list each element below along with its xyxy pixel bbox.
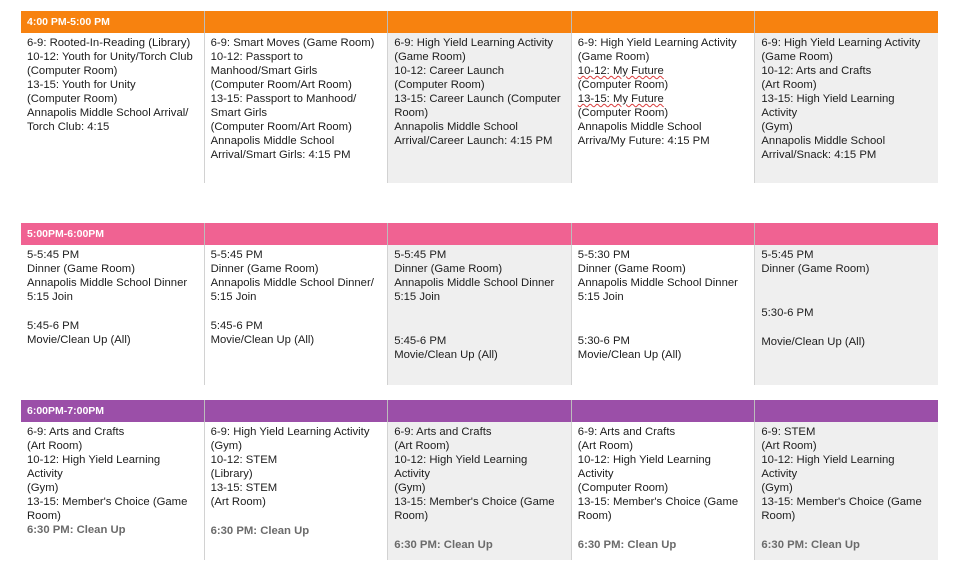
schedule-line: 6-9: High Yield Learning Activity (Game Room) [761,37,921,63]
day-column-2 [205,33,389,183]
cleanup-label: 6:30 PM: Clean Up [394,539,493,551]
schedule-line: 6-9: Arts and Crafts [577,426,676,438]
schedule-line: Annapolis Middle School Dinner/ 5:15 Join [210,277,374,303]
day-column-3 [388,245,572,385]
schedule-line: (Art Room) [761,440,817,452]
schedule-line: Annapolis Middle School Arrival/Smart Girls: 4:15 PM [210,135,351,161]
schedule-line: (Computer Room) [27,93,118,105]
schedule-line: 10-12: Career Launch [394,65,505,77]
time-header-bar [21,223,938,245]
schedule-line: 13-15: Youth for Unity [27,79,136,91]
schedule-line: (Gym) [761,121,793,133]
schedule-line: Movie/Clean Up (All) [577,349,682,361]
schedule-line: 5:45-6 PM [394,335,447,347]
schedule-line: Dinner (Game Room) [394,263,503,275]
day-column-5 [755,245,938,385]
day-column-5 [755,33,938,183]
schedule-line: Dinner (Game Room) [210,263,319,275]
schedule-line: Dinner (Game Room) [761,263,870,275]
schedule-block-6pm [21,400,938,560]
schedule-line: 6-9: High Yield Learning Activity [210,426,370,438]
schedule-line: 6-9: Arts and Crafts [27,426,125,438]
cleanup-label: 6:30 PM: Clean Up [210,525,310,537]
schedule-line: 10-12: My Future [577,65,664,77]
time-header-label: 5:00PM-6:00PM [21,223,205,245]
schedule-line: 13-15: Passport to Manhood/ Smart Girls [210,93,357,119]
schedule-line: 13-15: Member's Choice (Game Room) [761,496,922,522]
schedule-line: 5:45-6 PM [210,320,263,332]
schedule-line: 13-15: Member's Choice (Game Room) [577,496,739,522]
schedule-line: 6-9: High Yield Learning Activity (Game Room) [394,37,554,63]
schedule-line: (Gym) [210,440,242,452]
time-header-label: 4:00 PM-5:00 PM [21,11,205,33]
day-column-1 [21,33,205,183]
schedule-block-4pm [21,11,938,183]
schedule-line: 5:30-6 PM [761,307,814,319]
schedule-line: Movie/Clean Up (All) [761,336,865,348]
day-column-1 [21,245,205,385]
schedule-line: 5-5:45 PM [27,249,80,261]
schedule-line: (Library) [210,468,253,480]
schedule-line: 6-9: Arts and Crafts [394,426,492,438]
time-header-label: 6:00PM-7:00PM [21,400,205,422]
schedule-line: (Art Room) [27,440,83,452]
schedule-line: (Computer Room) [577,107,669,119]
schedule-line: 10-12: High Yield Learning Activity [394,454,528,480]
schedule-line: 10-12: Arts and Crafts [761,65,872,77]
schedule-line: (Computer Room/Art Room) [210,121,352,133]
schedule-line: (Computer Room) [577,482,669,494]
cleanup-label: 6:30 PM: Clean Up [761,539,860,551]
schedule-line: Annapolis Middle School Dinner 5:15 Join [27,277,188,303]
day-column-4 [572,33,756,183]
schedule-line: Annapolis Middle School Arrival/ Torch Club: 4:15 [27,107,189,133]
schedule-line: 13-15: Member's Choice (Game Room) [27,496,188,522]
day-column-3 [388,33,572,183]
schedule-line: 5-5:45 PM [394,249,447,261]
schedule-line: (Gym) [394,482,426,494]
schedule-line: 13-15: STEM [210,482,278,494]
schedule-line: 6-9: Rooted-In-Reading (Library) [27,37,191,49]
schedule-line: 5:30-6 PM [577,335,630,347]
schedule-line: (Computer Room) [577,79,669,91]
day-column-1 [21,422,205,560]
schedule-line: 10-12: Youth for Unity/Torch Club [27,51,193,63]
cleanup-label: 6:30 PM: Clean Up [27,524,126,536]
schedule-line: (Computer Room) [394,79,485,91]
schedule-line: (Computer Room) [27,65,118,77]
schedule-line: Dinner (Game Room) [27,263,135,275]
schedule-line: Annapolis Middle School Arriva/My Future: 4:15 PM [577,121,710,147]
schedule-line: (Art Room) [761,79,817,91]
day-column-2 [205,422,389,560]
schedule-line: 6-9: Smart Moves (Game Room) [210,37,375,49]
schedule-line: Annapolis Middle School Arrival/Snack: 4:15 PM [761,135,886,161]
schedule-line: 6-9: High Yield Learning Activity (Game Room) [577,37,737,63]
schedule-line: 6-9: STEM [761,426,816,438]
schedule-line: (Gym) [761,482,793,494]
schedule-line: 10-12: High Yield Learning Activity [27,454,161,480]
cleanup-label: 6:30 PM: Clean Up [577,539,677,551]
schedule-line: 5-5:45 PM [761,249,814,261]
schedule-line: Movie/Clean Up (All) [27,334,131,346]
schedule-line: 5-5:45 PM [210,249,263,261]
schedule-line: (Art Room) [210,496,266,508]
schedule-line: 10-12: Passport to Manhood/Smart Girls [210,51,318,77]
schedule-line: 13-15: My Future [577,93,664,105]
schedule-line: 13-15: Member's Choice (Game Room) [394,496,555,522]
schedule-line: Movie/Clean Up (All) [210,334,315,346]
day-column-4 [572,245,756,385]
schedule-line: 10-12: STEM [210,454,278,466]
schedule-line: Movie/Clean Up (All) [394,349,498,361]
schedule-line: (Gym) [27,482,59,494]
schedule-line: 13-15: High Yield Learning Activity [761,93,895,119]
schedule-line: 5-5:30 PM [577,249,630,261]
schedule-block-5pm [21,223,938,385]
schedule-line: 13-15: Career Launch (Computer Room) [394,93,561,119]
time-header-bar [21,11,938,33]
schedule-line: (Computer Room/Art Room) [210,79,352,91]
day-column-5 [755,422,938,560]
schedule-line: Dinner (Game Room) [577,263,686,275]
schedule-line: Annapolis Middle School Arrival/Career Launch: 4:15 PM [394,121,553,147]
schedule-line: 10-12: High Yield Learning Activity [577,454,711,480]
schedule-line: 10-12: High Yield Learning Activity [761,454,895,480]
schedule-line: Annapolis Middle School Dinner 5:15 Join [394,277,555,303]
day-column-2 [205,245,389,385]
schedule-line: Annapolis Middle School Dinner 5:15 Join [577,277,738,303]
time-header-bar [21,400,938,422]
schedule-line: 5:45-6 PM [27,320,80,332]
day-column-3 [388,422,572,560]
schedule-line: (Art Room) [577,440,634,452]
day-column-4 [572,422,756,560]
schedule-line: (Art Room) [394,440,450,452]
